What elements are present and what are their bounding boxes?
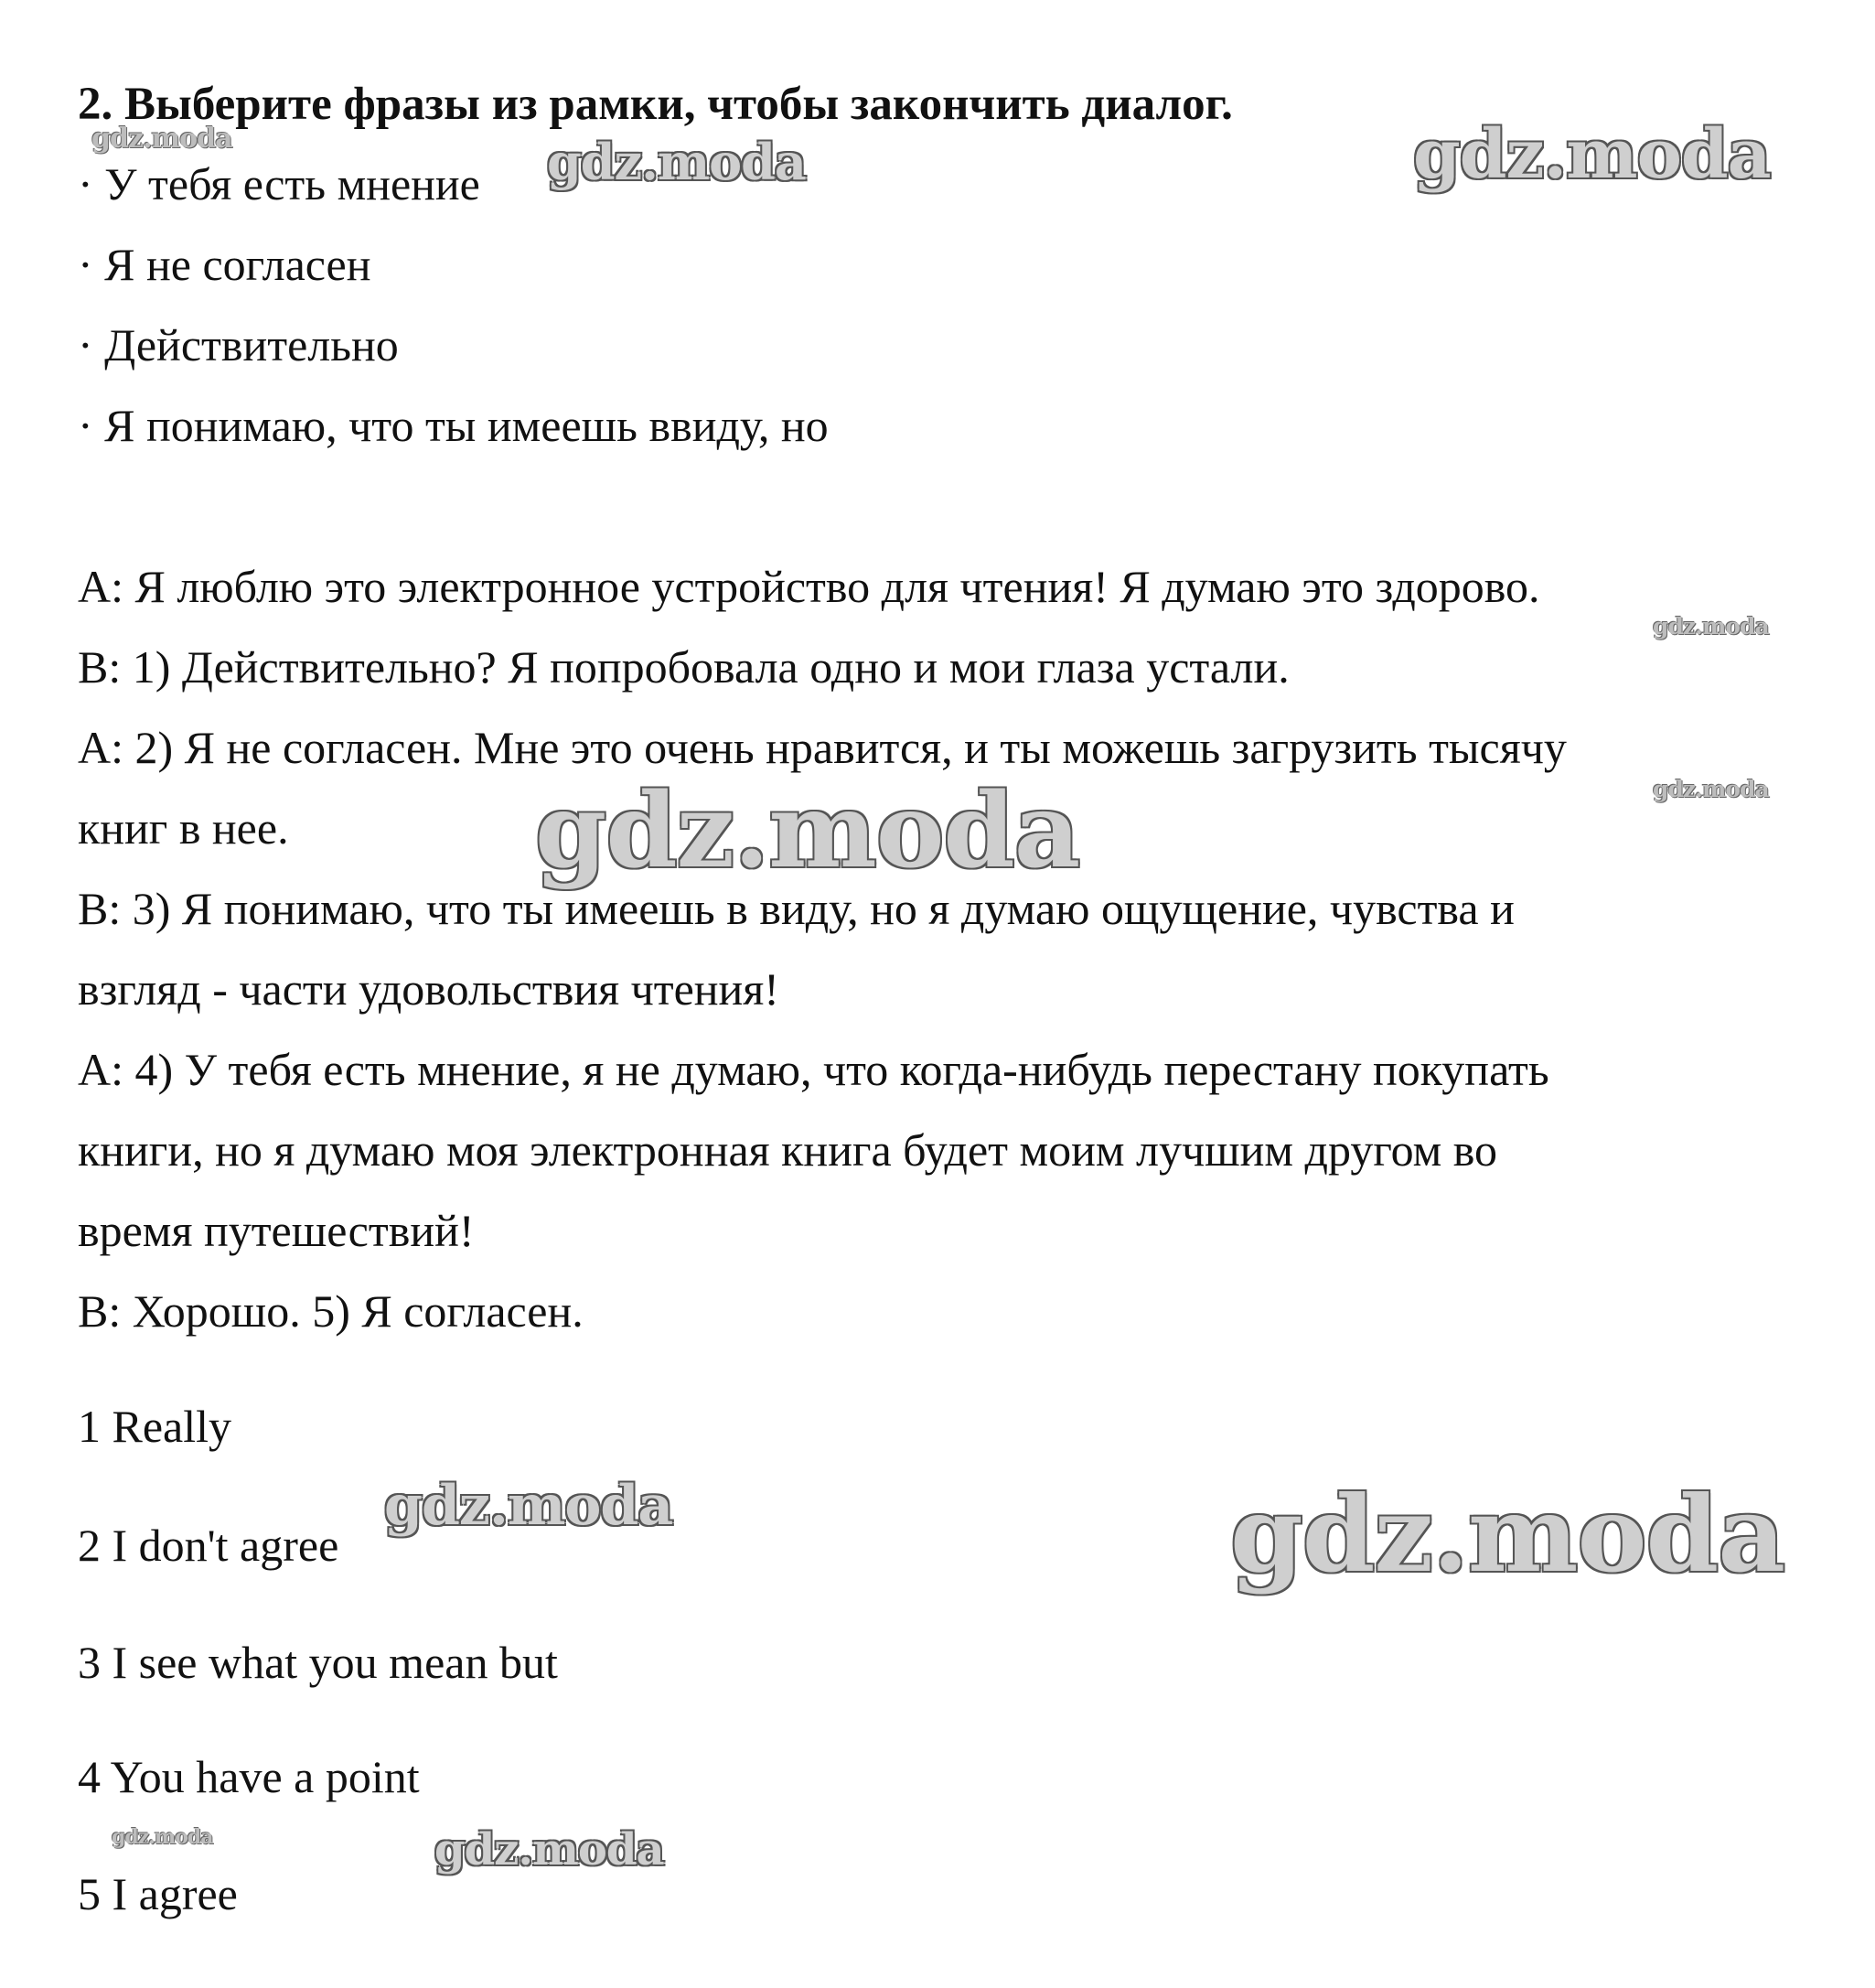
answer-item: 5 I agree: [78, 1868, 238, 1919]
exercise-title: 2. Выберите фразы из рамки, чтобы закончить диалог.: [78, 79, 1233, 130]
dialogue-line: В: 3) Я понимаю, что ты имеешь в виду, но я думаю ощущение, чувства и: [78, 883, 1515, 934]
dialogue-line: В: 1) Действительно? Я попробовала одно и мои глаза устали.: [78, 641, 1290, 693]
answer-item: 3 I see what you mean but: [78, 1637, 558, 1688]
answer-item: 2 I don't agree: [78, 1520, 339, 1571]
watermark: gdz.moda: [1230, 1473, 1785, 1596]
dialogue-line: А: 4) У тебя есть мнение, я не думаю, что когда-нибудь перестану покупать: [78, 1044, 1549, 1095]
dialogue-line: книг в нее.: [78, 802, 289, 854]
dialogue-line: А: 2) Я не согласен. Мне это очень нравится, и ты можешь загрузить тысячу: [78, 722, 1567, 773]
box-phrase: · Я не согласен: [78, 239, 371, 290]
watermark: gdz.moda: [91, 123, 232, 155]
dialogue-line: книги, но я думаю моя электронная книга будет моим лучшим другом во: [78, 1124, 1498, 1176]
watermark: gdz.moda: [434, 1824, 664, 1875]
watermark: gdz.moda: [1413, 115, 1771, 194]
box-phrase: · Я понимаю, что ты имеешь ввиду, но: [78, 400, 829, 451]
watermark: gdz.moda: [112, 1825, 213, 1849]
dialogue-line: взгляд - части удовольствия чтения!: [78, 963, 779, 1015]
watermark: gdz.moda: [384, 1474, 673, 1538]
answer-item: 1 Really: [78, 1401, 232, 1452]
watermark: gdz.moda: [1653, 776, 1769, 802]
dialogue-line: В: Хорошо. 5) Я согласен.: [78, 1285, 584, 1337]
box-phrase: · Действительно: [78, 319, 399, 371]
watermark: gdz.moda: [1653, 613, 1769, 639]
dialogue-line: время путешествий!: [78, 1205, 475, 1256]
box-phrase: · У тебя есть мнение: [78, 158, 480, 210]
dialogue-line: А: Я люблю это электронное устройство для чтения! Я думаю это здорово.: [78, 561, 1540, 612]
watermark: gdz.moda: [547, 133, 806, 191]
answer-item: 4 You have a point: [78, 1751, 420, 1802]
watermark: gdz.moda: [535, 771, 1080, 891]
